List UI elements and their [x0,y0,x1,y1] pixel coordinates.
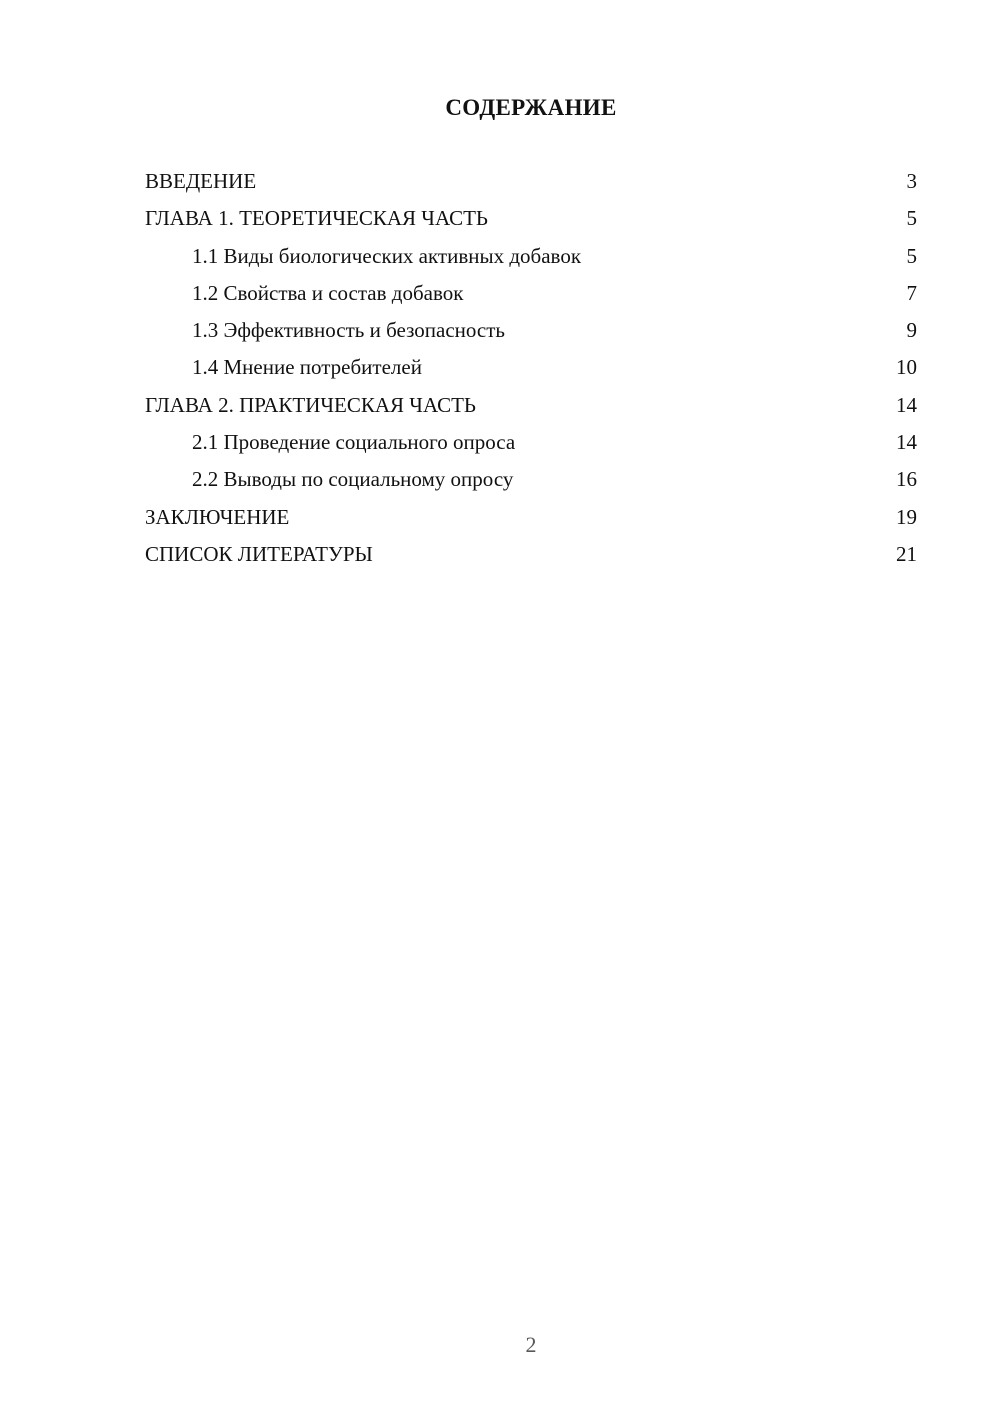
toc-entry-page-number: 21 [896,541,917,566]
page-title: СОДЕРЖАНИЕ [445,95,617,120]
toc-row [145,275,917,312]
toc-entry-label: 2.2 Выводы по социальному опросу [192,467,514,492]
toc-entry-label: 1.4 Мнение потребителей [192,355,422,380]
toc-row [145,424,917,461]
toc-entry-page-number: 9 [906,318,917,343]
toc-row [145,312,917,349]
toc-row [145,349,917,386]
toc-entry-label: ГЛАВА 2. ПРАКТИЧЕСКАЯ ЧАСТЬ [145,392,476,417]
toc-entry-page-number: 14 [896,430,917,455]
table-of-contents [145,163,917,573]
toc-entry-label: ГЛАВА 1. ТЕОРЕТИЧЕСКАЯ ЧАСТЬ [145,206,488,231]
toc-row [145,163,917,200]
footer-page-number: 2 [525,1332,537,1357]
toc-row [145,238,917,275]
toc-entry-label: ЗАКЛЮЧЕНИЕ [145,504,290,529]
toc-row [145,536,917,573]
toc-entry-page-number: 5 [906,206,917,231]
toc-entry-page-number: 3 [906,169,917,193]
toc-entry-label: 2.1 Проведение социального опроса [192,430,516,455]
toc-row [145,387,917,424]
toc-entry-label: ВВЕДЕНИЕ [145,169,257,193]
toc-entry-label: СПИСОК ЛИТЕРАТУРЫ [145,541,373,566]
toc-entry-page-number: 14 [896,392,917,417]
toc-entry-page-number: 5 [906,243,917,268]
toc-entry-page-number: 19 [896,504,917,529]
page-content [145,0,917,573]
toc-row [145,461,917,498]
toc-row [145,200,917,237]
toc-entry-label: 1.1 Виды биологических активных добавок [192,243,582,268]
toc-entry-page-number: 16 [896,467,917,492]
toc-entry-label: 1.3 Эффективность и безопасность [192,318,505,343]
toc-entry-label: 1.2 Свойства и состав добавок [192,280,464,305]
toc-row [145,499,917,536]
toc-entry-page-number: 10 [896,355,917,380]
toc-entry-page-number: 7 [906,280,917,305]
